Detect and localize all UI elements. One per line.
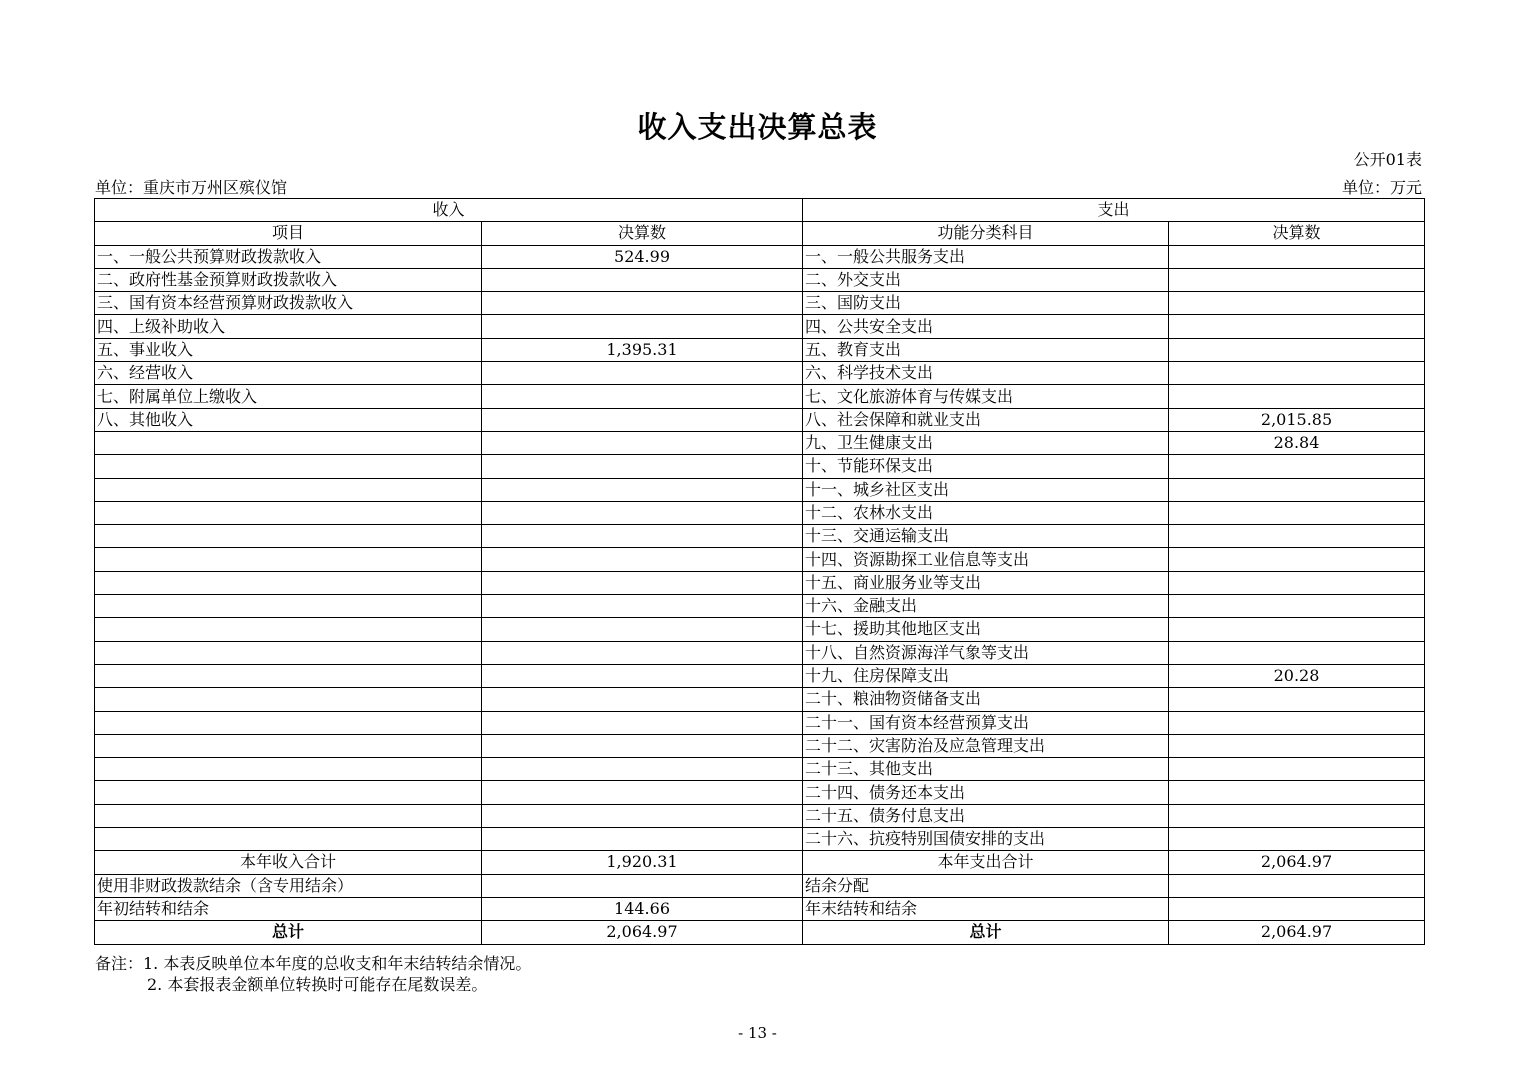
income-item-cell (95, 548, 482, 571)
income-item-cell (95, 525, 482, 548)
table-row (95, 455, 1425, 478)
expense-amount-cell (1169, 525, 1425, 548)
income-amount-cell (482, 525, 803, 548)
expense-item-cell: 八、社会保障和就业支出 (803, 408, 1169, 431)
income-amount-cell (482, 618, 803, 641)
expense-amount-cell: 28.84 (1169, 431, 1425, 454)
table-row (95, 268, 1425, 291)
expense-amount-cell (1169, 362, 1425, 385)
expense-amount-cell (1169, 292, 1425, 315)
expense-amount-cell (1169, 315, 1425, 338)
table-row (95, 734, 1425, 757)
income-item-cell: 七、附属单位上缴收入 (95, 385, 482, 408)
income-amount-cell (482, 292, 803, 315)
expense-total-label: 本年支出合计 (803, 851, 1169, 874)
income-item-cell: 一、一般公共预算财政拨款收入 (95, 245, 482, 268)
expense-item-cell: 七、文化旅游体育与传媒支出 (803, 385, 1169, 408)
expense-amount-cell (1169, 268, 1425, 291)
end-balance-value (1169, 897, 1425, 920)
expense-amount-cell: 2,015.85 (1169, 408, 1425, 431)
table-row (95, 501, 1425, 524)
table-row (95, 315, 1425, 338)
table-row (95, 571, 1425, 594)
income-group-header: 收入 (95, 199, 803, 222)
income-amount-cell (482, 431, 803, 454)
expense-amount-cell (1169, 641, 1425, 664)
income-item-cell (95, 431, 482, 454)
grand-expense-label: 总计 (803, 921, 1169, 944)
table-row (95, 362, 1425, 385)
expense-amount-cell (1169, 455, 1425, 478)
expense-item-cell: 十四、资源勘探工业信息等支出 (803, 548, 1169, 571)
income-item-cell (95, 781, 482, 804)
expense-item-cell: 六、科学技术支出 (803, 362, 1169, 385)
page-title: 收入支出决算总表 (637, 110, 878, 144)
grand-expense-value: 2,064.97 (1169, 921, 1425, 944)
table-row (95, 431, 1425, 454)
expense-item-cell: 十一、城乡社区支出 (803, 478, 1169, 501)
income-item-cell (95, 804, 482, 827)
expense-item-cell: 二十二、灾害防治及应急管理支出 (803, 734, 1169, 757)
carryover-row (95, 897, 1425, 920)
income-item-cell (95, 664, 482, 687)
end-balance-label: 年末结转和结余 (803, 897, 1169, 920)
income-amount-cell (482, 268, 803, 291)
table-row (95, 408, 1425, 431)
begin-balance-value: 144.66 (482, 897, 803, 920)
income-item-cell (95, 571, 482, 594)
grand-income-label: 总计 (95, 921, 482, 944)
nonfiscal-value (482, 874, 803, 897)
table-row (95, 664, 1425, 687)
income-amount-cell (482, 734, 803, 757)
table-row (95, 338, 1425, 361)
expense-item-cell: 四、公共安全支出 (803, 315, 1169, 338)
income-amount-cell (482, 455, 803, 478)
table-row (95, 804, 1425, 827)
expense-amount-cell (1169, 804, 1425, 827)
expense-amount-cell (1169, 595, 1425, 618)
income-item-cell (95, 595, 482, 618)
note-line-2: 2. 本套报表金额单位转换时可能存在尾数误差。 (147, 975, 488, 994)
expense-group-header: 支出 (803, 199, 1425, 222)
expense-amount-cell (1169, 338, 1425, 361)
expense-item-cell: 二十一、国有资本经营预算支出 (803, 711, 1169, 734)
expense-item-cell: 二十六、抗疫特别国债安排的支出 (803, 828, 1169, 851)
income-amount-cell (482, 641, 803, 664)
distribution-value (1169, 874, 1425, 897)
income-amount-cell (482, 408, 803, 431)
expense-amount-cell (1169, 734, 1425, 757)
income-amount-cell (482, 478, 803, 501)
expense-amount-header: 决算数 (1169, 222, 1425, 245)
expense-item-cell: 二、外交支出 (803, 268, 1169, 291)
income-amount-cell (482, 362, 803, 385)
income-item-cell (95, 618, 482, 641)
expense-amount-cell (1169, 385, 1425, 408)
expense-item-cell: 二十四、债务还本支出 (803, 781, 1169, 804)
expense-item-cell: 十七、援助其他地区支出 (803, 618, 1169, 641)
expense-amount-cell (1169, 501, 1425, 524)
income-item-cell (95, 478, 482, 501)
table-number: 公开01表 (1353, 150, 1422, 169)
income-total-label: 本年收入合计 (95, 851, 482, 874)
expense-item-cell: 二十三、其他支出 (803, 758, 1169, 781)
income-amount-cell (482, 664, 803, 687)
income-item-cell (95, 758, 482, 781)
income-total-value: 1,920.31 (482, 851, 803, 874)
income-amount-cell (482, 315, 803, 338)
table-row (95, 781, 1425, 804)
income-amount-cell: 1,395.31 (482, 338, 803, 361)
income-amount-cell: 524.99 (482, 245, 803, 268)
income-amount-cell (482, 501, 803, 524)
table-row (95, 595, 1425, 618)
table-row (95, 758, 1425, 781)
expense-item-cell: 二十五、债务付息支出 (803, 804, 1169, 827)
income-item-cell (95, 828, 482, 851)
table-row (95, 688, 1425, 711)
reporting-unit: 单位：重庆市万州区殡仪馆 (95, 178, 288, 197)
income-item-cell: 六、经营收入 (95, 362, 482, 385)
grand-total-row (95, 921, 1425, 944)
page-number: - 13 - (738, 1024, 777, 1042)
expense-item-cell: 十二、农林水支出 (803, 501, 1169, 524)
expense-item-cell: 二十、粮油物资储备支出 (803, 688, 1169, 711)
expense-item-cell: 九、卫生健康支出 (803, 431, 1169, 454)
expense-amount-cell (1169, 618, 1425, 641)
table-row (95, 711, 1425, 734)
income-item-cell: 五、事业收入 (95, 338, 482, 361)
expense-amount-cell (1169, 688, 1425, 711)
expense-category-header: 功能分类科目 (803, 222, 1169, 245)
income-item-cell (95, 641, 482, 664)
expense-item-cell: 十六、金融支出 (803, 595, 1169, 618)
income-item-cell (95, 501, 482, 524)
income-item-cell: 八、其他收入 (95, 408, 482, 431)
expense-amount-cell (1169, 781, 1425, 804)
expense-item-cell: 三、国防支出 (803, 292, 1169, 315)
expense-item-cell: 十、节能环保支出 (803, 455, 1169, 478)
table-row (95, 385, 1425, 408)
expense-amount-cell: 20.28 (1169, 664, 1425, 687)
income-amount-header: 决算数 (482, 222, 803, 245)
table-row (95, 548, 1425, 571)
note-line-1: 备注：1. 本表反映单位本年度的总收支和年末结转结余情况。 (95, 954, 532, 973)
expense-amount-cell (1169, 548, 1425, 571)
expense-amount-cell (1169, 245, 1425, 268)
table-row (95, 478, 1425, 501)
income-amount-cell (482, 711, 803, 734)
income-amount-cell (482, 781, 803, 804)
income-item-cell (95, 734, 482, 757)
header-row-groups (95, 199, 1425, 222)
grand-income-value: 2,064.97 (482, 921, 803, 944)
income-item-cell: 四、上级补助收入 (95, 315, 482, 338)
income-item-cell: 二、政府性基金预算财政拨款收入 (95, 268, 482, 291)
nonfiscal-label: 使用非财政拨款结余（含专用结余） (95, 874, 482, 897)
income-amount-cell (482, 571, 803, 594)
table-row (95, 525, 1425, 548)
expense-item-cell: 五、教育支出 (803, 338, 1169, 361)
income-amount-cell (482, 385, 803, 408)
table-row (95, 245, 1425, 268)
income-amount-cell (482, 758, 803, 781)
table-row (95, 641, 1425, 664)
expense-item-cell: 十五、商业服务业等支出 (803, 571, 1169, 594)
expense-amount-cell (1169, 478, 1425, 501)
currency-unit: 单位：万元 (1341, 178, 1422, 197)
income-item-cell (95, 711, 482, 734)
expense-amount-cell (1169, 828, 1425, 851)
expense-amount-cell (1169, 711, 1425, 734)
income-item-header: 项目 (95, 222, 482, 245)
annual-total-row (95, 851, 1425, 874)
expense-amount-cell (1169, 758, 1425, 781)
income-expense-table (94, 198, 1425, 945)
table-row (95, 292, 1425, 315)
income-amount-cell (482, 688, 803, 711)
nonfiscal-row (95, 874, 1425, 897)
income-item-cell (95, 688, 482, 711)
income-item-cell (95, 455, 482, 478)
begin-balance-label: 年初结转和结余 (95, 897, 482, 920)
expense-item-cell: 十八、自然资源海洋气象等支出 (803, 641, 1169, 664)
expense-total-value: 2,064.97 (1169, 851, 1425, 874)
distribution-label: 结余分配 (803, 874, 1169, 897)
income-amount-cell (482, 804, 803, 827)
notes (95, 953, 531, 995)
income-amount-cell (482, 828, 803, 851)
expense-item-cell: 十九、住房保障支出 (803, 664, 1169, 687)
income-amount-cell (482, 595, 803, 618)
header-row-columns (95, 222, 1425, 245)
table-row (95, 618, 1425, 641)
table-row (95, 828, 1425, 851)
expense-item-cell: 一、一般公共服务支出 (803, 245, 1169, 268)
income-item-cell: 三、国有资本经营预算财政拨款收入 (95, 292, 482, 315)
expense-item-cell: 十三、交通运输支出 (803, 525, 1169, 548)
expense-amount-cell (1169, 571, 1425, 594)
income-amount-cell (482, 548, 803, 571)
